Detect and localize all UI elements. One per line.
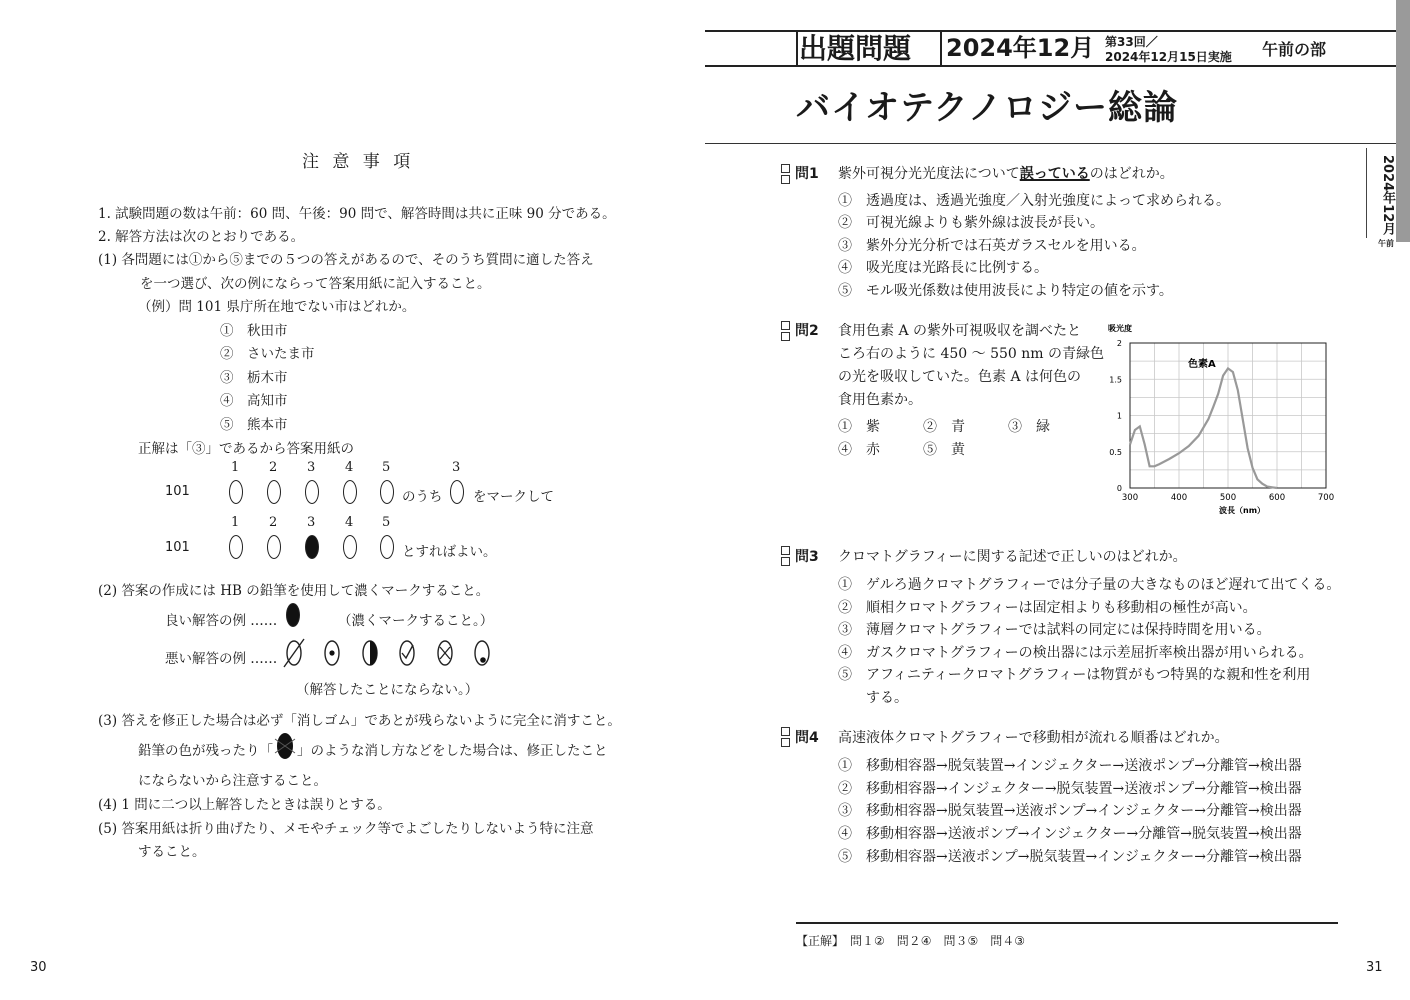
example-option: ⑤ 熊本市 xyxy=(220,417,288,433)
question-text: クロマトグラフィーに関する記述で正しいのはどれか。 xyxy=(838,549,1187,565)
example-option: ③ 栃木市 xyxy=(220,370,288,386)
answer-option: ③ 移動相容器→脱気装置→送液ポンプ→インジェクター→分離管→検出器 xyxy=(838,803,1302,819)
good-mark-oval xyxy=(286,603,300,627)
chart-y-tick-label: 1.5 xyxy=(1109,375,1122,385)
chart-y-label: 吸光度 xyxy=(1108,324,1132,333)
mark-oval xyxy=(450,480,464,504)
mark-oval xyxy=(380,480,394,504)
instruction-2-3b-2: 」のような消し方などをした場合は、修正したこと xyxy=(297,743,608,759)
instruction-1: 1. 試験問題の数は午前：60 問、午後：90 問で、解答時間は共に正味 90 分である。 xyxy=(98,206,616,222)
mark-digit: 2 xyxy=(269,460,278,475)
good-example-note: （濃くマークすること。） xyxy=(338,613,494,629)
instruction-2-3c: にならないから注意すること。 xyxy=(138,773,327,789)
question-checkbox[interactable] xyxy=(781,727,790,736)
mark-digit: 5 xyxy=(382,460,391,475)
bad-marks-illustration xyxy=(280,636,495,670)
example-option: ④ 高知市 xyxy=(220,393,288,409)
instruction-2-1a: (1) 各問題には①から⑤までの５つの答えがあるので、そのうち質問に適した答え xyxy=(98,252,594,268)
mark-oval xyxy=(267,535,281,559)
absorbance-chart xyxy=(1100,320,1350,520)
side-tab-divider xyxy=(1366,148,1367,238)
answer-option: ① 移動相容器→脱気装置→インジェクター→送液ポンプ→分離管→検出器 xyxy=(838,758,1302,774)
instruction-2: 2. 解答方法は次のとおりである。 xyxy=(98,229,305,245)
answer-option: ① ゲルろ過クロマトグラフィーでは分子量の大きなものほど遅れて出てくる。 xyxy=(838,577,1341,593)
mark-oval xyxy=(229,535,243,559)
header-label: 出題問題 xyxy=(799,32,912,65)
answer-option: ② 青 xyxy=(923,419,965,435)
question-text xyxy=(838,163,1174,183)
question-text-line: 食用色素 A の紫外可視吸収を調べたと xyxy=(838,323,1082,339)
header-session: 第33回／ xyxy=(1105,35,1158,49)
instruction-2-4: (4) 1 問に二つ以上解答したときは誤りとする。 xyxy=(98,797,391,813)
mark-digit: 1 xyxy=(231,460,240,475)
header-implementation-date: 2024年12月15日実施 xyxy=(1105,50,1232,64)
bad-example-label: 悪い解答の例 …… xyxy=(165,651,278,667)
chart-y-tick-label: 2 xyxy=(1116,339,1122,348)
answer-key-rule xyxy=(796,922,1338,924)
question-text-part: 紫外可視分光光度法について xyxy=(838,166,1020,182)
answer-option: ⑤ 黄 xyxy=(923,442,965,458)
bad-example-note: （解答したことにならない。） xyxy=(296,682,479,698)
answer-option: ③ 緑 xyxy=(1008,419,1050,435)
answer-option: ④ ガスクロマトグラフィーの検出器には示差屈折率検出器が用いられる。 xyxy=(838,645,1313,661)
row2-end-text: とすればよい。 xyxy=(402,544,497,560)
side-tab-session: 午前 xyxy=(1378,239,1394,248)
question-checkbox[interactable] xyxy=(781,164,790,173)
chart-grid xyxy=(1130,343,1326,488)
answer-option: ⑤ モル吸光係数は使用波長により特定の値を示す。 xyxy=(838,283,1173,299)
instruction-2-3a: (3) 答えを修正した場合は必ず「消しゴム」であとが残らないように完全に消すこと。 xyxy=(98,713,621,729)
chart-y-tick-label: 0 xyxy=(1116,484,1122,493)
mark-digit: 2 xyxy=(269,515,278,530)
chart-y-tick-label: 0.5 xyxy=(1109,447,1122,457)
mark-oval xyxy=(305,480,319,504)
side-tab-bar xyxy=(1396,0,1410,242)
instruction-2-3b-1: 鉛筆の色が残ったり「 xyxy=(138,743,273,759)
mark-oval xyxy=(267,480,281,504)
question-checkbox[interactable] xyxy=(781,175,790,184)
page-number-right: 31 xyxy=(1366,960,1383,975)
mark-digit: 4 xyxy=(345,460,354,475)
chart-series-label: 色素A xyxy=(1188,359,1216,370)
question-number: 問3 xyxy=(795,549,819,565)
answer-option: ④ 赤 xyxy=(838,442,880,458)
question-text-line: ころ右のように 450 ～ 550 nm の青緑色 xyxy=(838,346,1104,362)
row-label: 101 xyxy=(165,484,190,499)
answer-option: ⑤ 移動相容器→送液ポンプ→脱気装置→インジェクター→分離管→検出器 xyxy=(838,849,1302,865)
answer-option: ③ 紫外分光分析では石英ガラスセルを用いる。 xyxy=(838,238,1146,254)
mark-oval-filled xyxy=(305,535,319,559)
instruction-2-1b: を一つ選び、次の例にならって答案用紙に記入すること。 xyxy=(140,276,491,292)
answer-explanation: 正解は「③」であるから答案用紙の xyxy=(138,441,354,457)
chart-y-tick-label: 1 xyxy=(1116,411,1122,421)
chart-x-tick-label: 400 xyxy=(1170,493,1188,503)
notice-title: 注 意 事 項 xyxy=(302,152,415,172)
answer-option: ① 透過度は、透過光強度／入射光強度によって求められる。 xyxy=(838,193,1230,209)
question-checkbox[interactable] xyxy=(781,738,790,747)
mark-digit: 3 xyxy=(307,460,316,475)
mark-oval xyxy=(343,535,357,559)
mark-oval xyxy=(343,480,357,504)
instruction-2-2: (2) 答案の作成には HB の鉛筆を使用して濃くマークすること。 xyxy=(98,583,490,599)
question-number: 問2 xyxy=(795,323,819,339)
mark-digit: 4 xyxy=(345,515,354,530)
answer-option-continuation: する。 xyxy=(866,690,908,706)
answer-option: ③ 薄層クロマトグラフィーでは試料の同定には保持時間を用いる。 xyxy=(838,622,1271,638)
question-checkbox[interactable] xyxy=(781,321,790,330)
question-number: 問1 xyxy=(795,166,819,182)
header-session-part: 午前の部 xyxy=(1262,40,1327,59)
mark-digit: 1 xyxy=(231,515,240,530)
answer-option: ④ 吸光度は光路長に比例する。 xyxy=(838,260,1048,276)
row-label: 101 xyxy=(165,540,190,555)
question-checkbox[interactable] xyxy=(781,332,790,341)
smudged-mark-illustration xyxy=(273,731,297,761)
instruction-2-5b: すること。 xyxy=(138,844,206,860)
answer-option: ① 紫 xyxy=(838,419,880,435)
question-text: 高速液体クロマトグラフィーで移動相が流れる順番はどれか。 xyxy=(838,730,1229,746)
answer-option: ⑤ アフィニティークロマトグラフィーは物質がもつ特異的な親和性を利用 xyxy=(838,667,1311,683)
row1-end-text: をマークして xyxy=(473,489,554,505)
instruction-2-5a: (5) 答案用紙は折り曲げたり、メモやチェック等でよごしたりしないよう特に注意 xyxy=(98,821,594,837)
mark-digit: 3 xyxy=(307,515,316,530)
row1-mid-text: のうち xyxy=(402,489,443,505)
answer-option: ② 順相クロマトグラフィーは固定相よりも移動相の極性が高い。 xyxy=(838,600,1257,616)
question-checkbox[interactable] xyxy=(781,557,790,566)
example-option: ① 秋田市 xyxy=(220,323,288,339)
subject-title: バイオテクノロジー総論 xyxy=(796,88,1178,128)
page-number-left: 30 xyxy=(30,960,47,975)
answer-key: 【正解】 問１② 問２④ 問３⑤ 問４③ xyxy=(796,934,1026,948)
question-text-line: 食用色素か。 xyxy=(838,392,922,408)
example-question: （例）問 101 県庁所在地でない市はどれか。 xyxy=(138,299,416,315)
example-option: ② さいたま市 xyxy=(220,346,315,362)
header-mid-rule xyxy=(705,65,1410,67)
chart-x-label: 波長（nm） xyxy=(1219,506,1266,515)
side-tab-date: 2024年12月 xyxy=(1380,155,1395,236)
question-number: 問4 xyxy=(795,730,819,746)
mark-digit: 3 xyxy=(452,460,461,475)
question-text-line: の光を吸収していた。色素 A は何色の xyxy=(838,369,1082,385)
chart-x-tick-label: 700 xyxy=(1317,493,1335,503)
question-text-part: のはどれか。 xyxy=(1089,166,1174,182)
answer-option: ④ 移動相容器→送液ポンプ→インジェクター→分離管→脱気装置→検出器 xyxy=(838,826,1302,842)
title-bottom-rule xyxy=(705,143,1410,144)
chart-x-tick-label: 500 xyxy=(1219,493,1237,503)
answer-option: ② 移動相容器→インジェクター→脱気装置→送液ポンプ→分離管→検出器 xyxy=(838,781,1302,797)
mark-digit: 5 xyxy=(382,515,391,530)
header-date: 2024年12月 xyxy=(946,34,1095,62)
question-checkbox[interactable] xyxy=(781,546,790,555)
chart-ticks xyxy=(1109,339,1334,503)
chart-x-tick-label: 300 xyxy=(1121,493,1139,503)
chart-x-tick-label: 600 xyxy=(1268,493,1286,503)
answer-option: ② 可視光線よりも紫外線は波長が長い。 xyxy=(838,215,1104,231)
mark-oval xyxy=(380,535,394,559)
good-example-label: 良い解答の例 …… xyxy=(165,613,278,629)
question-text-emphasis: 誤っている xyxy=(1019,166,1090,182)
mark-oval xyxy=(229,480,243,504)
